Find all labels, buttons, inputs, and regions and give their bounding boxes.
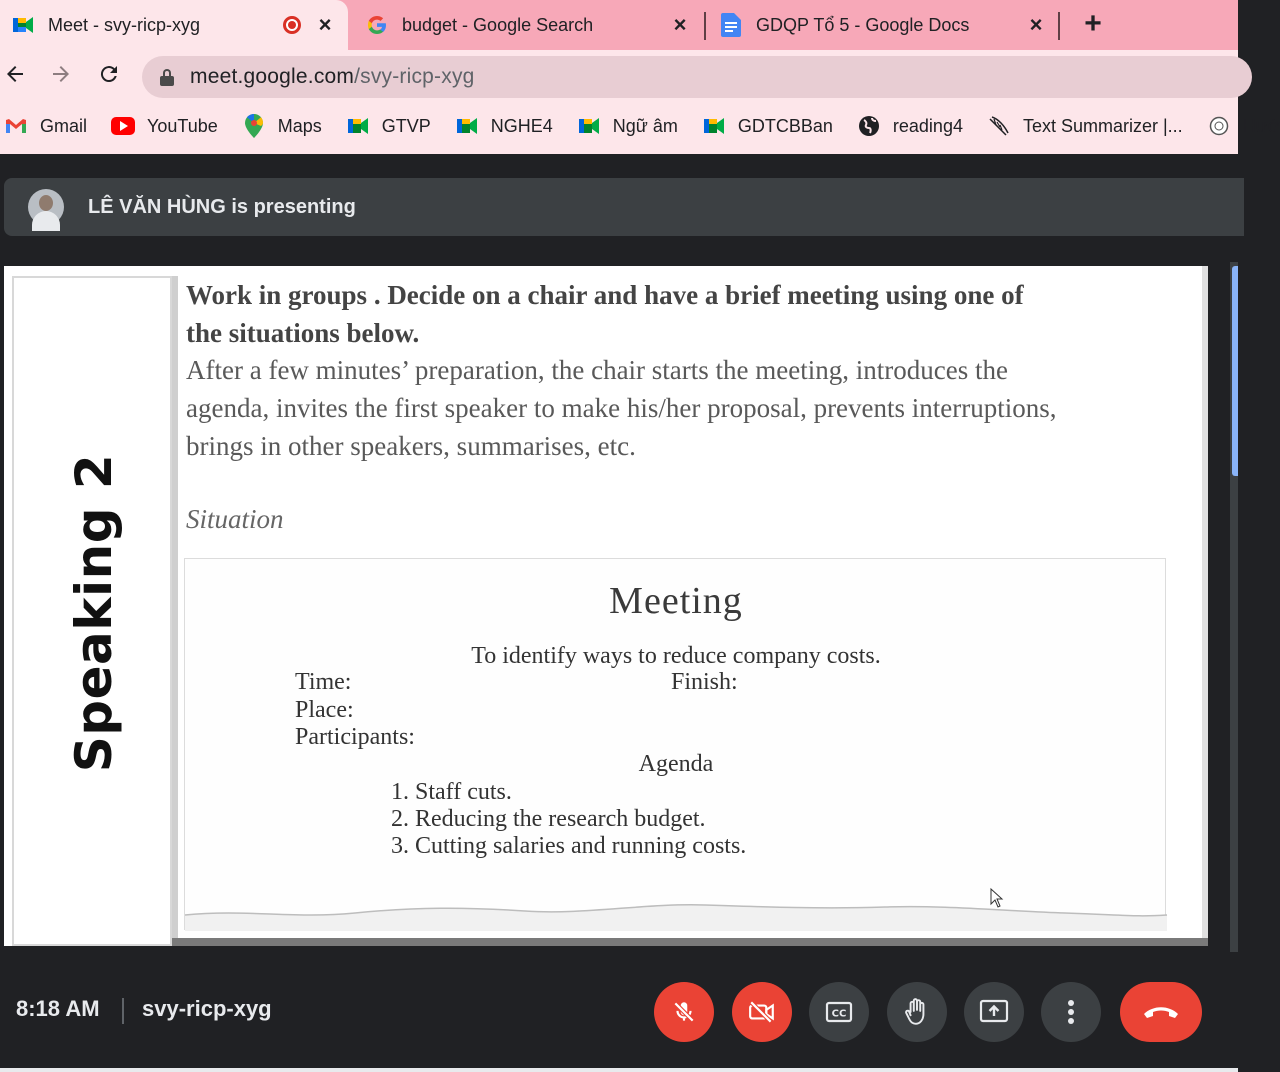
maps-icon bbox=[242, 116, 266, 136]
address-bar[interactable] bbox=[142, 56, 1252, 98]
tab-separator bbox=[1058, 12, 1060, 40]
instruction-body: After a few minutes’ preparation, the chair starts the meeting, introduces the agenda, invites the first speaker to make his/her proposal, prevents interruptions, brings in other speakers, summarises, etc. bbox=[186, 355, 1057, 461]
hand-icon bbox=[904, 997, 930, 1027]
agenda-heading: Agenda bbox=[638, 751, 714, 777]
captions-icon bbox=[825, 1000, 853, 1024]
docs-icon bbox=[720, 14, 742, 36]
more-options-button[interactable] bbox=[1041, 982, 1101, 1042]
back-button[interactable] bbox=[0, 62, 30, 92]
time-label: Time: bbox=[295, 669, 352, 695]
present-screen-icon bbox=[979, 999, 1009, 1025]
agenda-item: 1. Staff cuts. bbox=[391, 779, 512, 805]
more-vert-icon bbox=[1067, 999, 1075, 1025]
meet-icon bbox=[12, 14, 34, 36]
leave-call-button[interactable] bbox=[1120, 982, 1202, 1042]
gmail-icon bbox=[4, 116, 28, 136]
forward-button[interactable] bbox=[46, 62, 76, 92]
globe-icon bbox=[857, 116, 881, 136]
bookmark-gmail[interactable]: Gmail bbox=[4, 116, 87, 137]
meeting-code: svy-ricp-xyg bbox=[142, 996, 272, 1021]
forward-arrow-icon bbox=[49, 62, 73, 86]
meet-icon bbox=[455, 116, 479, 136]
back-arrow-icon bbox=[3, 62, 27, 86]
hangup-icon bbox=[1141, 1002, 1181, 1022]
instruction-heading: Work in groups . Decide on a chair and have a brief meeting using one of the situations below. bbox=[186, 280, 1024, 348]
meeting-title: Meeting bbox=[609, 580, 743, 622]
url-text: meet.google.com/svy-ricp-xyg bbox=[190, 65, 475, 88]
tab-title: Meet - svy-ricp-xyg bbox=[48, 14, 201, 35]
meeting-notice bbox=[184, 558, 1166, 930]
avatar bbox=[28, 189, 64, 225]
meet-icon bbox=[702, 116, 726, 136]
browser-toolbar bbox=[0, 50, 1238, 104]
tab-separator bbox=[704, 12, 706, 40]
mic-off-icon bbox=[671, 999, 697, 1025]
raise-hand-button[interactable] bbox=[887, 982, 947, 1042]
tab-title: budget - Google Search bbox=[402, 14, 594, 35]
meeting-purpose: To identify ways to reduce company costs. bbox=[471, 643, 881, 669]
clock: 8:18 AM bbox=[16, 996, 100, 1021]
youtube-icon bbox=[111, 116, 135, 136]
tab-google-docs[interactable] bbox=[708, 0, 1056, 50]
bookmark-maps[interactable]: Maps bbox=[242, 116, 322, 137]
close-tab-icon[interactable]: × bbox=[673, 12, 687, 37]
bookmark-text-summarizer[interactable]: Text Summarizer |... bbox=[987, 116, 1183, 137]
present-now-button[interactable] bbox=[964, 982, 1024, 1042]
svg-text:CC: CC bbox=[831, 1008, 847, 1020]
camera-off-icon bbox=[748, 999, 776, 1025]
slide-side-panel bbox=[12, 276, 172, 946]
torn-paper-edge bbox=[185, 895, 1167, 931]
reload-icon bbox=[97, 62, 121, 86]
side-panel-edge bbox=[1230, 262, 1238, 952]
bookmark-youtube[interactable]: YouTube bbox=[111, 116, 218, 137]
bookmark-gdtcbban[interactable]: GDTCBBan bbox=[702, 116, 833, 137]
reload-button[interactable] bbox=[94, 62, 124, 92]
place-label: Place: bbox=[295, 697, 354, 723]
bookmark-ngu-am[interactable]: Ngữ âm bbox=[577, 116, 678, 137]
meet-icon bbox=[577, 116, 601, 136]
finish-label: Finish: bbox=[671, 669, 738, 695]
slide-side-label: Speaking 2 bbox=[65, 453, 123, 773]
presenting-banner bbox=[4, 178, 1244, 236]
new-tab-button[interactable]: + bbox=[1084, 7, 1102, 40]
agenda-item: 2. Reducing the research budget. bbox=[391, 806, 706, 832]
bookmark-gtvp[interactable]: GTVP bbox=[346, 116, 431, 137]
close-tab-icon[interactable]: × bbox=[1029, 12, 1043, 37]
participants-label: Participants: bbox=[295, 724, 415, 750]
site-icon bbox=[1207, 116, 1231, 136]
agenda-item: 3. Cutting salaries and running costs. bbox=[391, 833, 747, 859]
recording-icon bbox=[283, 16, 301, 34]
google-icon bbox=[366, 14, 388, 36]
bookmarks-bar bbox=[0, 104, 1280, 148]
feather-icon bbox=[987, 116, 1011, 136]
close-tab-icon[interactable]: × bbox=[318, 12, 332, 37]
tab-strip bbox=[0, 0, 1238, 50]
presentation-stage bbox=[4, 266, 1208, 946]
tab-google-search[interactable] bbox=[354, 0, 702, 50]
mouse-cursor-icon bbox=[990, 888, 1004, 908]
tab-title: GDQP Tổ 5 - Google Docs bbox=[756, 14, 970, 35]
bookmark-nghe4[interactable]: NGHE4 bbox=[455, 116, 553, 137]
meet-control-bar bbox=[0, 962, 1238, 1072]
camera-toggle-button[interactable] bbox=[732, 982, 792, 1042]
presenting-text: LÊ VĂN HÙNG is presenting bbox=[88, 195, 356, 218]
captions-button[interactable] bbox=[809, 982, 869, 1042]
bookmark-huong[interactable]: Hướ bbox=[1207, 116, 1280, 137]
lock-icon bbox=[160, 69, 174, 85]
bookmark-reading4[interactable]: reading4 bbox=[857, 116, 963, 137]
situation-label: Situation bbox=[186, 504, 284, 534]
mic-toggle-button[interactable] bbox=[654, 982, 714, 1042]
tab-meet[interactable] bbox=[0, 0, 348, 50]
meet-icon bbox=[346, 116, 370, 136]
